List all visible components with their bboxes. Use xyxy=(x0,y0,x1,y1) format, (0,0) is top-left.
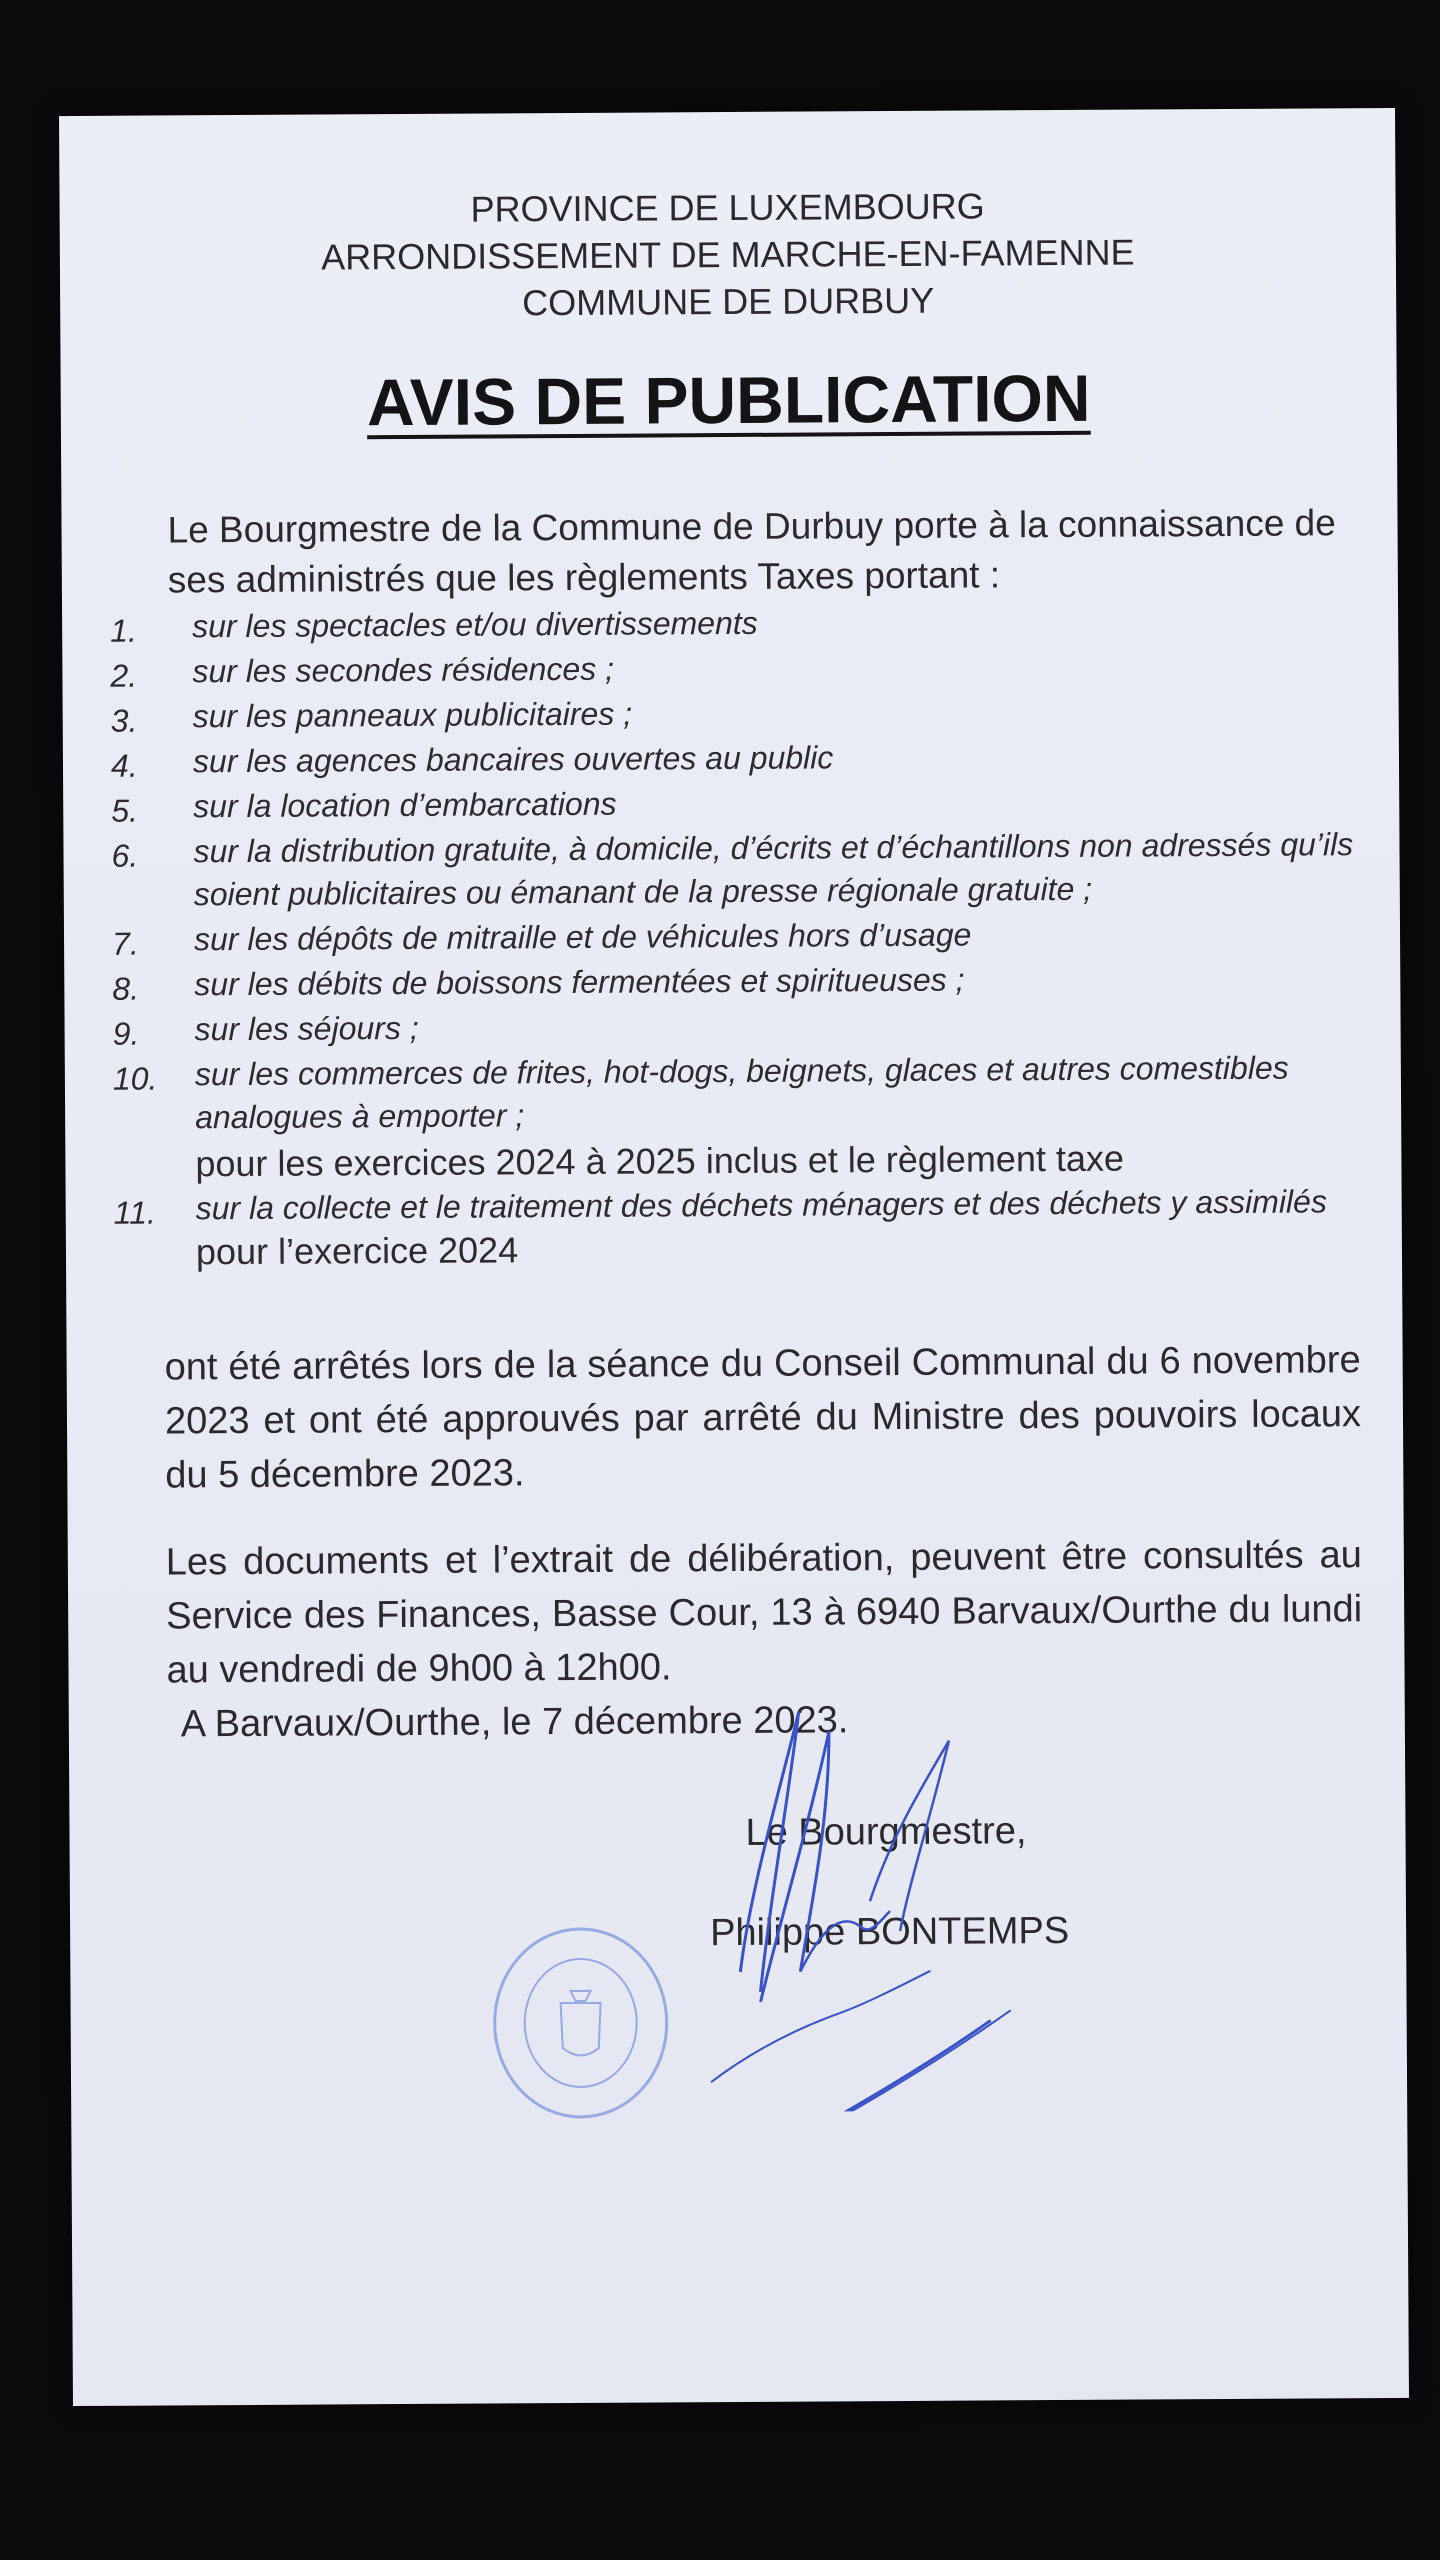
intro-paragraph: Le Bourgmestre de la Commune de Durbuy porte à la connaissance de ses administrés que les règlements Taxes portant : xyxy=(167,502,1336,601)
item-number: 1. xyxy=(110,612,137,649)
signatory-title: Le Bourgmestre, xyxy=(745,1810,1027,1854)
item-text: sur les secondes résidences ; xyxy=(192,650,615,690)
item-number: 10. xyxy=(112,1060,158,1097)
list-item xyxy=(112,911,1372,962)
header-commune: COMMUNE DE DURBUY xyxy=(522,279,935,324)
item-text: sur la location d’embarcations xyxy=(193,785,617,825)
item-text: sur les panneaux publicitaires ; xyxy=(192,695,633,735)
tax-regulation-list xyxy=(110,598,1374,1278)
item-number: 7. xyxy=(111,925,139,962)
signatory-name: Philippe BONTEMPS xyxy=(710,1909,1070,1955)
item-number: 9. xyxy=(112,1015,140,1052)
approval-paragraph: ont été arrêtés lors de la séance du Conseil Communal du 6 novembre 2023 et ont été approuvés par arrêté du Ministre des pouvoirs locaux du 5 décembre 2023. xyxy=(164,1339,1362,1497)
item-number: 2. xyxy=(110,657,138,694)
notice-sheet xyxy=(59,108,1409,2406)
item-text: sur les agences bancaires ouvertes au public xyxy=(192,739,834,780)
place-date-line: A Barvaux/Ourthe, le 7 décembre 2023. xyxy=(180,1699,849,1746)
handwritten-signature xyxy=(689,1670,1052,2112)
item-number: 4. xyxy=(110,747,138,784)
item-text: sur la collecte et le traitement des déchets ménagers et des déchets y assimilés xyxy=(195,1183,1328,1227)
list-item xyxy=(111,778,1371,829)
notice-title: AVIS DE PUBLICATION xyxy=(366,360,1091,440)
item-text: sur les séjours ; xyxy=(194,1009,419,1048)
commune-stamp xyxy=(480,1922,681,2123)
list-item xyxy=(112,1001,1372,1052)
item-number: 3. xyxy=(110,702,138,739)
item-period: pour l’exercice 2024 xyxy=(195,1229,519,1273)
item-text: sur les débits de boissons fermentées et spiritueuses ; xyxy=(194,961,965,1003)
period-line: pour les exercices 2024 à 2025 inclus et le règlement taxe xyxy=(195,1137,1125,1185)
list-item xyxy=(111,823,1372,917)
consultation-paragraph: Les documents et l’extrait de délibération, peuvent être consultés au Service des Finances, Basse Cour, 13 à 6940 Barvaux/Ourthe du lundi au vendredi de 9h00 à 12h00. xyxy=(165,1534,1363,1692)
list-item xyxy=(111,688,1371,739)
header-arrondissement: ARRONDISSEMENT DE MARCHE-EN-FAMENNE xyxy=(321,231,1135,278)
list-item xyxy=(111,733,1371,784)
issuer-header xyxy=(59,180,1396,329)
list-item xyxy=(110,598,1370,649)
header-province: PROVINCE DE LUXEMBOURG xyxy=(470,185,985,230)
item-text: sur les dépôts de mitraille et de véhicules hors d’usage xyxy=(193,916,972,958)
item-text: sur les commerces de frites, hot-dogs, beignets, glaces et autres comestibles analogues à emporter ; xyxy=(194,1049,1289,1136)
item-number: 6. xyxy=(111,837,139,874)
item-number: 11. xyxy=(113,1194,156,1231)
list-item xyxy=(110,643,1370,694)
item-text: sur la distribution gratuite, à domicile, d’écrits et d’échantillons non adressés qu’ils soient publicitaires ou émanant de la presse régionale gratuite ; xyxy=(193,826,1354,913)
list-item xyxy=(112,956,1372,1007)
item-number: 8. xyxy=(112,970,140,1007)
item-text: sur les spectacles et/ou divertissements xyxy=(192,604,758,645)
list-item xyxy=(113,1046,1374,1140)
list-item-waste-tax xyxy=(114,1180,1375,1276)
item-number: 5. xyxy=(111,792,139,829)
